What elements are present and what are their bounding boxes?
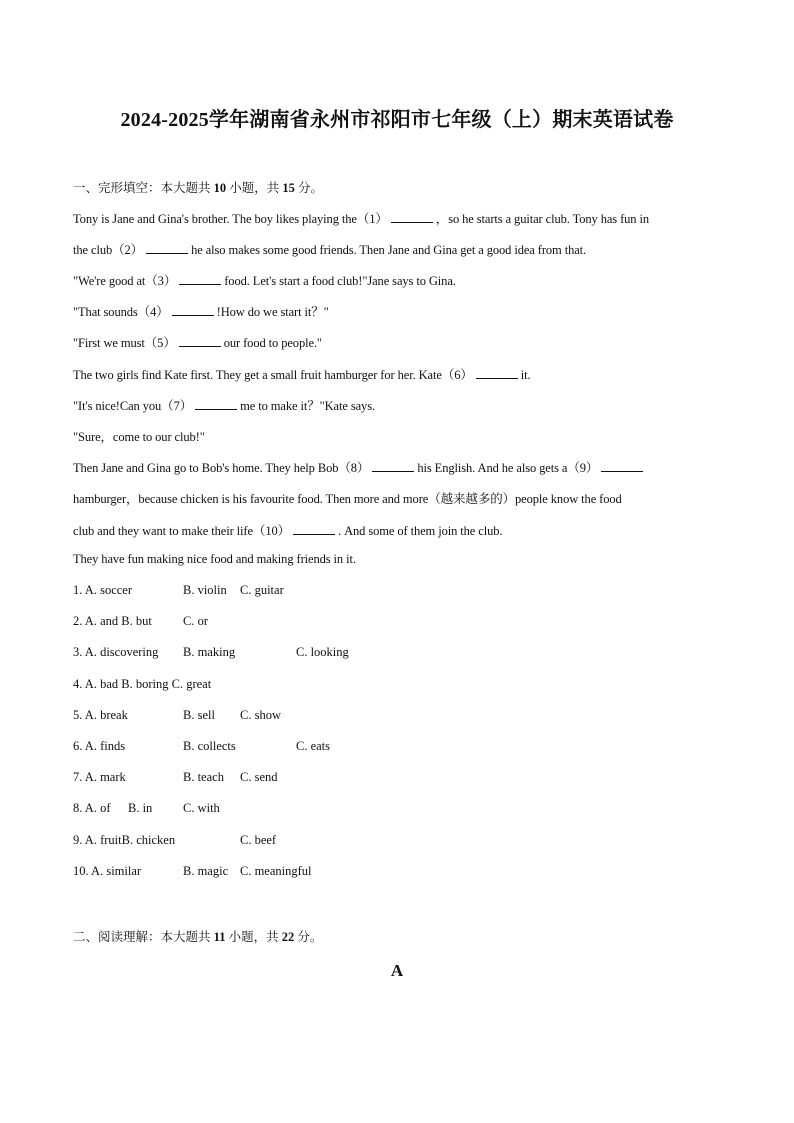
passage-line: "We're good at（3） food. Let's start a food club!"Jane says to Gina. xyxy=(73,274,456,288)
answer-blank xyxy=(195,399,237,410)
passage-line: The two girls find Kate first. They get a small fruit hamburger for her. Kate（6） it. xyxy=(73,368,531,382)
page-title: 2024-2025学年湖南省永州市祁阳市七年级（上）期末英语试卷 xyxy=(120,109,674,131)
passage-line: They have fun making nice food and making friends in it. xyxy=(73,552,356,566)
passage-line: club and they want to make their life（10） . And some of them join the club. xyxy=(73,524,503,538)
passage-label: A xyxy=(390,961,404,980)
answer-blank xyxy=(172,305,214,316)
passage-line: "First we must（5） our food to people." xyxy=(73,336,322,350)
passage-line: Tony is Jane and Gina's brother. The boy likes playing the（1） ，so he starts a guitar club. Tony has fun in xyxy=(73,212,650,226)
answer-blank xyxy=(146,243,188,254)
section-heading-cloze: 一、完形填空：本大题共 10 小题，共 15 分。 xyxy=(73,181,324,195)
passage-line: the club（2） he also makes some good friends. Then Jane and Gina get a good idea from that. xyxy=(73,243,587,257)
answer-blank xyxy=(476,368,518,379)
answer-blank xyxy=(179,336,221,347)
answer-blank xyxy=(179,274,221,285)
passage-line: hamburger，because chicken is his favourite food. Then more and more（越来越多的）people know the food xyxy=(73,492,622,506)
answer-blank xyxy=(372,461,414,472)
passage-line: "That sounds（4） !How do we start it？" xyxy=(73,305,329,319)
answer-blank xyxy=(293,524,335,535)
passage-line: "It's nice!Can you（7） me to make it？"Kate says. xyxy=(73,399,375,413)
answer-blank xyxy=(601,461,643,472)
section-heading-reading: 二、阅读理解：本大题共 11 小题，共 22 分。 xyxy=(73,930,323,944)
exam-page: 2024-2025学年湖南省永州市祁阳市七年级（上）期末英语试卷 一、完形填空：本大题共 10 小题，共 15 分。 Tony is Jane and Gina's brother. The boy likes playing the（1） ，so he starts a guitar club. Tony has fun in the club（2） he also makes some good friends. Then Jane and Gina get a good idea from that. "We're good at（3） food. Let's start a food club!"Jane says to Gina. "That sounds（4） !How do we start it？" "First we must（5） our food to people." The two girls find Kate first. They get a small fruit hamburger for her. Kate（6） it. "It's nice!Can you（7） me to make it？"Kate says. "Sure，come to our club!" Then Jane and Gina go to Bob's home. They help Bob（8） his English. And he also gets a（9） hamburger，because chicken is his favourite food. Then more and more（越来越多的）people know the food club and they want to make their life（10） . And some of them join the club. They have fun making nice food and making friends in it. 1. A. soccer B. violin C. guitar 2. A. and B. but C. or 3. A. discovering B. making C. looking 4. A. bad B. boring C. great 5. A. break B. sell C. show 6. A. finds B. collects C. eats 7. A. mark B. teach C. send 8. A. of B. in C. with 9. A. fruitB. chicken C. beef 10. A. similar B. magic C. meaningful 二、阅读理解：本大题共 11 小题，共 22 分。 A xyxy=(0,0,794,1123)
passage-line: "Sure，come to our club!" xyxy=(73,430,205,444)
passage-line: Then Jane and Gina go to Bob's home. They help Bob（8） his English. And he also gets a（9） xyxy=(73,458,646,476)
answer-blank xyxy=(391,212,433,223)
